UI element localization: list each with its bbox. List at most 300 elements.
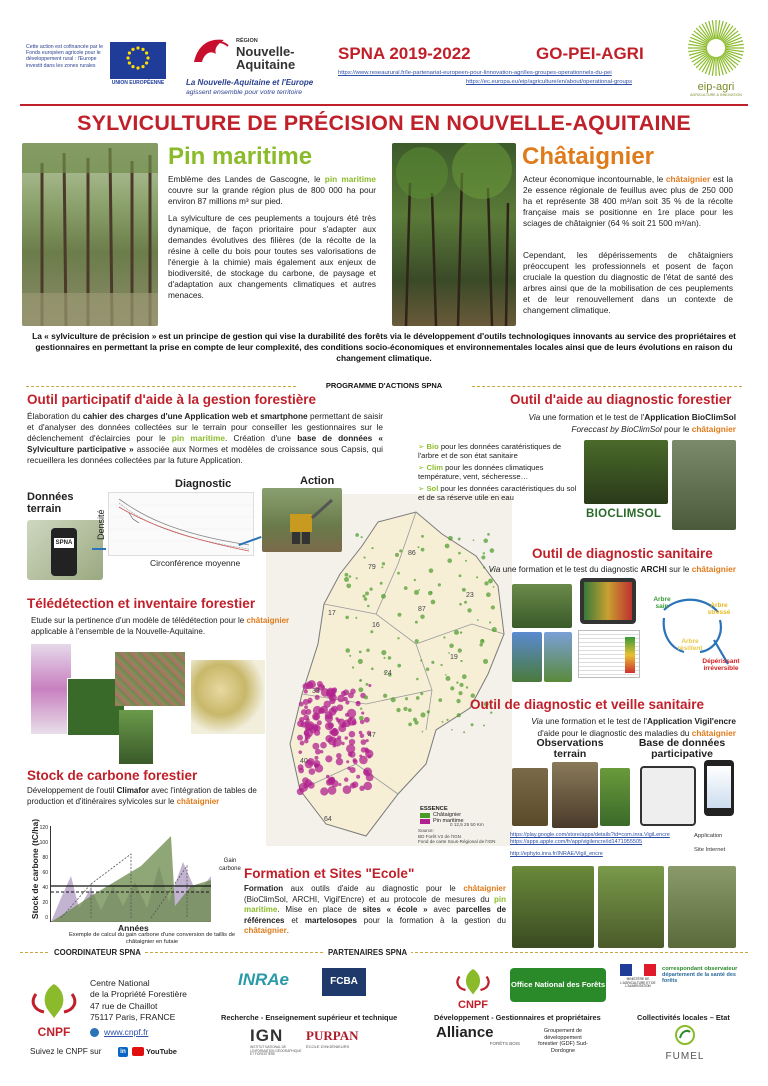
archi-tablet-photo [580, 578, 636, 624]
region-tagline-1: La Nouvelle-Aquitaine et l'Europe [186, 78, 314, 87]
pin-spot [329, 698, 335, 704]
vigil-photo-bark [552, 762, 598, 828]
pin-spot [356, 775, 360, 779]
chat-spot [408, 723, 412, 727]
chat-spot [458, 648, 462, 652]
s1-text: Élaboration du cahier des charges d'une Application web et smartphone permettant de saisir et d'analyser des données collectées sur le terrain pour conseiller les gestionnaires sur le déclenchement d'éclaircies pour le pin maritime. Création d'une base de données « Sylviculture participative » associée aux Normes et modèles de croissance sous Capsis, qui recueillera les données collectées par la future Application. [27, 411, 383, 465]
ministere-logo: MINISTÈRE DE L'AGRICULTURE ET DE L'ALIMENTATION [620, 964, 656, 989]
chat-spot [459, 574, 462, 577]
header-divider [20, 104, 748, 106]
pin-spot [313, 706, 322, 715]
chat-spot [449, 643, 454, 648]
chat-spot [345, 573, 349, 577]
chat-spot [382, 562, 385, 565]
programme-line-left [26, 386, 296, 387]
formation-photo-3 [668, 866, 736, 948]
pin-spot [361, 739, 367, 745]
pin-spot [313, 760, 320, 767]
pin-spot [328, 736, 337, 745]
region-name-2: Aquitaine [236, 57, 296, 72]
formation-photo-1 [512, 866, 594, 948]
chat-spot [464, 601, 467, 604]
pin-spot [308, 698, 313, 703]
s5-sub: Via une formation et le test du diagnostic ARCHI sur le châtaignier [488, 564, 736, 574]
pin-spot [346, 744, 355, 753]
chat-spot [397, 664, 401, 668]
chestnut-forest-photo [392, 143, 516, 326]
chat-spot [483, 538, 488, 543]
chat-spot [448, 536, 453, 541]
chat-spot [414, 579, 416, 581]
chat-spot [458, 691, 462, 695]
carbon-ylabel: Stock de carbone (tC/ha) [30, 818, 40, 920]
chat-spot [454, 630, 459, 635]
map-dept-79: 79 [368, 564, 376, 571]
chat-spot [358, 659, 363, 664]
chat-spot [420, 659, 422, 661]
chat-spot [381, 594, 386, 599]
circonference-label: Circonférence moyenne [150, 558, 241, 568]
s6-title: Outil de diagnostic et veille sanitaire [470, 697, 705, 712]
map-dept-87: 87 [418, 606, 426, 613]
chat-spot [460, 660, 462, 662]
pin-spot [347, 766, 351, 770]
pin-spot [336, 753, 342, 759]
inrae-logo: INRAe [238, 970, 290, 989]
chat-spot [438, 698, 442, 702]
chat-spot [381, 650, 386, 655]
pin-spot [326, 688, 335, 697]
chat-spot [360, 708, 362, 710]
map-dept-40: 40 [300, 758, 308, 765]
chat-title: Châtaignier [522, 143, 655, 170]
pin-spot [368, 684, 371, 687]
s2-title: Télédétection et inventaire forestier [27, 596, 256, 611]
chat-spot [458, 538, 461, 541]
chat-spot [415, 639, 419, 643]
eip-agri-sub: AGRICULTURE & INNOVATION [690, 93, 742, 97]
chat-spot [481, 555, 485, 559]
chat-spot [426, 668, 430, 672]
map-dept-24: 24 [384, 670, 392, 677]
chat-spot [473, 539, 475, 541]
pine-forest-photo [22, 143, 158, 326]
tablet-screen [584, 582, 632, 620]
pin-spot [367, 754, 371, 758]
pin-spot [299, 702, 304, 707]
smartphone-photo [27, 520, 103, 580]
pin-spot [350, 689, 356, 695]
cnpf-tree-icon [26, 980, 82, 1020]
s6-sub2: d'aide pour le diagnostic des maladies du châtaignier [537, 728, 736, 738]
map-dept-17: 17 [328, 610, 336, 617]
cnpf-partner-tree-icon [448, 966, 498, 996]
youtube-play-icon [132, 1047, 144, 1056]
chat-spot [359, 716, 364, 721]
chat-spot [488, 579, 493, 584]
chat-spot [391, 697, 396, 702]
chat-spot [466, 686, 468, 688]
chat-spot [476, 576, 478, 578]
dsf-logo: correspondant observateur département de la santé des forêts [662, 966, 738, 985]
vigil-phone-screen [707, 766, 731, 808]
chat-spot [408, 708, 412, 712]
chat-spot [365, 591, 369, 595]
vigil-phone [704, 760, 734, 816]
pin-spot [338, 718, 345, 725]
pin-spot [349, 731, 356, 738]
pin-spot [300, 741, 305, 746]
pin-spot [297, 735, 303, 741]
spna-title: SPNA 2019-2022 [338, 44, 471, 63]
main-title: SYLVICULTURE DE PRÉCISION EN NOUVELLE-AQUITAINE [77, 111, 691, 135]
pin-spot [313, 714, 318, 719]
map-dept-47: 47 [368, 732, 376, 739]
chat-paragraph-2: Cependant, les dépérissements de châtaigniers préoccupent les professionnels et posent de façon cruciale la question du diagnostic de l'état de santé des arbres ainsi que de la mobilisation de ces peuplements et de leur renouvellement dans un contexte de changement climatique. [523, 250, 733, 315]
chat-spot [459, 603, 462, 606]
chat-spot [492, 627, 497, 632]
base-donnees-label: Base de données participative [638, 737, 726, 761]
map-dept-86: 86 [408, 550, 416, 557]
phone [51, 528, 77, 576]
chat-spot [355, 533, 359, 537]
archi-color-scale [625, 637, 635, 673]
chat-spot [362, 595, 365, 598]
chat-spot [395, 553, 399, 557]
category-research: Recherche - Enseignement supérieur et technique [221, 1013, 398, 1022]
chat-spot [405, 697, 408, 700]
chat-spot [355, 617, 357, 619]
partenaires-label: PARTENAIRES SPNA [324, 948, 411, 957]
pin-spot [338, 783, 341, 786]
pine-trunks-illustration [22, 143, 158, 326]
harvester-illustration [262, 488, 342, 552]
chat-spot [403, 707, 407, 711]
chat-spot [381, 566, 383, 568]
chat-spot [416, 678, 419, 681]
chat-spot [458, 552, 461, 555]
pin-spot [304, 730, 309, 735]
eu-flag [110, 42, 166, 86]
legend-pin-row: Pin maritime [420, 818, 510, 824]
s1-title: Outil participatif d'aide à la gestion forestière [27, 392, 317, 407]
s3-title: Stock de carbone forestier [27, 768, 198, 783]
chat-spot [349, 655, 351, 657]
chat-spot [415, 621, 418, 624]
marianne-flag [620, 964, 656, 976]
remote-sensing-images [31, 644, 265, 764]
chat-spot [417, 546, 419, 548]
pin-spot [317, 681, 323, 687]
pin-spot [344, 777, 348, 781]
region-tagline-2: agissent ensemble pour votre territoire [186, 89, 302, 96]
map-dept-33: 33 [312, 688, 320, 695]
pin-title: Pin maritime [168, 143, 313, 170]
vigil-photo-tablet [640, 766, 696, 826]
category-local: Collectivités locales – Etat [637, 1013, 730, 1022]
bioclimsol-logo: BIOCLIMSOL [586, 508, 662, 520]
chestnut-trunks-illustration [392, 143, 516, 326]
map-scale: 0 12,5 25 50 Km [450, 822, 484, 827]
pin-spot [346, 760, 349, 763]
eu-cofinance-note: Cette action est cofinancée par le Fonds européen agricole pour le développement rural : l'Europe investit dans les zones rurales [26, 44, 103, 69]
pin-spot [325, 755, 332, 762]
legend-chat-row: Châtaignier [420, 812, 510, 818]
chat-spot [358, 687, 363, 692]
harvester-photo [262, 488, 342, 552]
chat-spot [431, 600, 436, 605]
map-dept-16: 16 [372, 622, 380, 629]
chat-spot [450, 686, 454, 690]
pin-spot [364, 717, 370, 723]
chat-spot [359, 651, 362, 654]
vigil-photo-canopy [600, 768, 630, 826]
archi-photo-tree-2 [544, 632, 572, 682]
bullet-bio: ➢ Bio pour les données caratéristiques de l'arbre et de son état sanitaire [418, 442, 562, 461]
pin-spot [364, 782, 373, 791]
formation-photo-2 [598, 866, 664, 948]
eip-agri-name: eip-agri [697, 81, 735, 93]
programme-label: PROGRAMME D'ACTIONS SPNA [325, 381, 443, 390]
pin-spot [305, 709, 311, 715]
cnpf-address: Centre National de la Propriété Forestière 47 rue de Chaillot 75117 Paris, FRANCE [90, 978, 187, 1023]
vigil-link-site[interactable]: http://ephyto.inra.fr/INRAE/Vigil_encre [510, 850, 603, 857]
cycle-arbre-stresse: Arbre stressé [707, 602, 731, 617]
pin-spot [345, 700, 349, 704]
chat-spot [367, 605, 370, 608]
pin-spot [314, 756, 318, 760]
pin-spot [359, 731, 363, 735]
pin-spot [344, 736, 348, 740]
chat-spot [366, 683, 369, 686]
chat-spot [483, 552, 485, 554]
pin-spot [335, 717, 338, 720]
carbon-chart [50, 826, 210, 922]
pin-spot [298, 750, 302, 754]
densite-label: Densité [96, 509, 106, 540]
chat-spot [349, 575, 352, 578]
reseau-rural-link[interactable]: https://www.reseaurural.fr/le-partenariat-europeen-pour-linnovation-agri/les-groupes-operationnels-du-pei [338, 70, 612, 76]
chat-spot [427, 710, 430, 713]
chat-spot [364, 597, 367, 600]
follow-cnpf: Suivez le CNPF sur [30, 1047, 102, 1056]
bullet-sol: ➢ Sol pour les données caractéristiques du sol et de sa réserve utile en eau [418, 483, 577, 503]
density-chart [108, 492, 254, 556]
pin-spot [336, 758, 343, 765]
programme-line-right [472, 386, 742, 387]
pin-spot [308, 782, 315, 789]
archi-table [578, 630, 640, 678]
chat-spot [456, 681, 458, 683]
s2-text: Etude sur la pertinence d'un modèle de télédétection pour le châtaignier applicable à l'ensemble de la Nouvelle-Aquitaine. [31, 616, 290, 636]
pin-spot [341, 742, 344, 745]
chat-spot [421, 535, 424, 538]
chat-spot [352, 666, 354, 668]
chat-spot [359, 679, 362, 682]
region-lion-icon [190, 36, 232, 66]
observations-label: Observations terrain [536, 737, 604, 761]
chat-spot [347, 691, 349, 693]
pin-spot [352, 758, 356, 762]
chat-spot [447, 558, 452, 563]
chat-spot [462, 674, 467, 679]
pin-spot [304, 705, 308, 709]
chat-spot [445, 674, 447, 676]
diagnostic-label: Diagnostic [175, 478, 232, 490]
pin-spot [314, 725, 317, 728]
chat-spot [356, 577, 358, 579]
chat-spot [399, 549, 402, 552]
chat-spot [460, 631, 462, 633]
chat-spot [420, 692, 423, 695]
pin-spot [312, 743, 319, 750]
pin-spot [330, 777, 334, 781]
chat-spot [416, 696, 420, 700]
pin-spot [343, 785, 352, 794]
alliance-logo: Alliance FORÊTS BOIS [436, 1024, 520, 1046]
eip-link[interactable]: https://ec.europa.eu/eip/agriculture/en/about/operational-groups [466, 79, 633, 85]
pin-paragraph-1: Emblème des Landes de Gascogne, le pin maritime couvre sur la grande région plus de 800 000 ha pour environ 87 millions m³ sur pied. [168, 174, 376, 206]
chat-spot [363, 556, 365, 558]
chat-spot [345, 648, 350, 653]
pin-spot [305, 737, 308, 740]
cnpf-web-link[interactable]: www.cnpf.fr [104, 1027, 149, 1037]
chat-spot [371, 667, 374, 670]
purpan-logo: PURPAN ÉCOLE D'INGÉNIEURS [306, 1028, 359, 1049]
archi-photo-tree-1 [512, 632, 542, 682]
vigil-link-google-play[interactable]: https://play.google.com/store/apps/details?id=com.inra.VigiLencre [510, 832, 670, 838]
pin-paragraph-2: La sylviculture de ces peuplements a toujours été très dynamique, de façon prioritaire pour s'adapter aux demandes évolutives des filières (de la récolte de la résine à celle du bois pour toutes ses valorisations de l'énergie à la chimie) mais également aux enjeux de biodiversité, de stockage du carbone, de paysage et d'adaptation aux changements climatiques et autres menaces. [168, 213, 376, 300]
chat-spot [397, 572, 400, 575]
chat-spot [443, 636, 445, 638]
vigil-app-label: Application [694, 833, 723, 839]
s7-title: Formation et Sites "Ecole" [244, 866, 415, 881]
archi-cycle [644, 586, 740, 686]
chat-spot [431, 661, 434, 664]
chat-spot [383, 657, 385, 659]
carbon-xlabel: Années [118, 923, 149, 933]
chat-spot [404, 586, 408, 590]
map-dept-23: 23 [466, 592, 474, 599]
pin-spot [306, 718, 310, 722]
coordinateur-label: COORDINATEUR SPNA [50, 948, 145, 957]
chat-spot [421, 548, 425, 552]
chat-spot [484, 581, 488, 585]
chat-spot [346, 583, 351, 588]
globe-icon [90, 1028, 99, 1037]
eu-stars-icon [110, 42, 166, 74]
chat-spot [445, 544, 450, 549]
header [0, 0, 768, 105]
pin-spot [361, 712, 364, 715]
pin-highlight: pin maritime [324, 174, 376, 184]
chat-spot [480, 639, 485, 644]
pin-spot [320, 787, 328, 795]
youtube-icon[interactable]: YouTube [132, 1047, 177, 1056]
linkedin-icon[interactable]: in [118, 1047, 128, 1057]
fumel-leaf-icon [674, 1024, 696, 1046]
chat-spot [438, 583, 441, 586]
rs-map-4 [191, 660, 265, 734]
chat-spot [369, 587, 372, 590]
map-source: Source: BD Forêt V2 de l'IGN Fond de carte Sous-Régional de l'IGN [418, 828, 496, 844]
chat-spot [446, 676, 451, 681]
chat-spot [397, 613, 401, 617]
gdf-label: Groupement de développement forestier (GDF) Sud-Dordogne [538, 1028, 588, 1054]
chat-spot [483, 659, 488, 664]
pin-spot [317, 720, 322, 725]
pin-spot [326, 775, 330, 779]
chat-spot [371, 547, 373, 549]
cnpf-logo-coordinator [26, 980, 82, 1039]
cnpf-partner-logo: CNPF [448, 966, 498, 1010]
cnpf-web-row [90, 1027, 148, 1037]
pin-spot [349, 739, 355, 745]
pin-spot [309, 768, 316, 775]
action-label: Action [300, 475, 335, 487]
donnees-terrain-label: Données terrain [27, 491, 74, 516]
gain-carbone-label: Gain carbone [219, 858, 241, 872]
pin-spot [325, 722, 333, 730]
bullet-clim: ➢ Clim pour les données climatiques température, vent, sécheresse… [418, 462, 544, 482]
cycle-arbre-resilient: Arbre résilient [677, 638, 703, 653]
intro-statement: La « sylviculture de précision » est un principe de gestion qui vise la durabilité des forêts via le développement d'outils technologiques innovants au service des propriétaires et gestionnaires en permettant la prise en compte de leur complexité, des conditions socio-économiques et environnementales locales ainsi que de leurs évolutions en raison du changement climatique. [32, 331, 736, 364]
chat-spot [490, 548, 495, 553]
chat-spot [467, 608, 471, 612]
legend-pin-swatch [420, 819, 430, 824]
s4-sub2: Foreccast by BioClimSol pour le châtaignier [571, 424, 736, 434]
pin-spot [347, 709, 356, 718]
legend-chat-swatch [420, 813, 430, 818]
chat-spot [383, 694, 387, 698]
map-dept-64: 64 [324, 816, 332, 823]
rs-map-1 [31, 644, 71, 734]
chat-spot [487, 533, 490, 536]
s4-sub: Via une formation et le test de l'Application BioClimSol [528, 412, 736, 422]
rs-photo-person [119, 710, 153, 764]
pin-spot [297, 788, 304, 795]
vigil-link-app-store[interactable]: https://apps.apple.com/fr/app/vigilencre/id1471955505 [510, 839, 643, 846]
onf-logo: Office National des Forêts [510, 968, 606, 1002]
pin-spot [364, 748, 368, 752]
carbon-caption: Exemple de calcul du gain carbone d'une conversion de taillis de châtaignier en futaie [68, 932, 236, 946]
density-curves [109, 493, 255, 557]
vigil-photo-trunk [512, 768, 548, 826]
cycle-arbre-sain: Arbre sain [653, 596, 671, 611]
cnpf-wordmark: CNPF [37, 1025, 71, 1039]
ign-logo: IGN INSTITUT NATIONAL DE L'INFORMATION GÉOGRAPHIQUE ET FORESTIÈRE [250, 1026, 302, 1057]
pin-spot [337, 695, 345, 703]
eip-sunburst-icon [686, 18, 746, 78]
pin-spot [315, 695, 320, 700]
chat-spot [396, 708, 400, 712]
region-logo [186, 36, 331, 100]
chat-highlight: châtaignier [665, 174, 711, 184]
fumel-logo: FUMEL [660, 1024, 710, 1062]
chat-spot [344, 577, 349, 582]
pin-spot [304, 689, 308, 693]
gopei-title: GO-PEI-AGRI [536, 44, 644, 63]
bioclimsol-photo-1 [584, 440, 668, 504]
chat-spot [388, 656, 392, 660]
eu-flag-label: UNION EUROPÉENNE [111, 80, 165, 86]
chat-spot [420, 614, 424, 618]
carbon-yticks: 120 100 80 60 40 20 0 [39, 825, 48, 921]
chat-paragraph-1: Acteur économique incontournable, le châtaignier est la 2e essence régionale de feuillus avec plus de 250 000 ha et représente 38 400 m³/an soit 35 % de la récolte française mais se positionne en 1re place pour les sciages de châtaignier (64 % soit 21 500 m³/an). [523, 174, 733, 228]
chat-spot [361, 536, 363, 538]
chat-spot [413, 718, 417, 722]
s4-title: Outil d'aide au diagnostic forestier [510, 392, 732, 407]
